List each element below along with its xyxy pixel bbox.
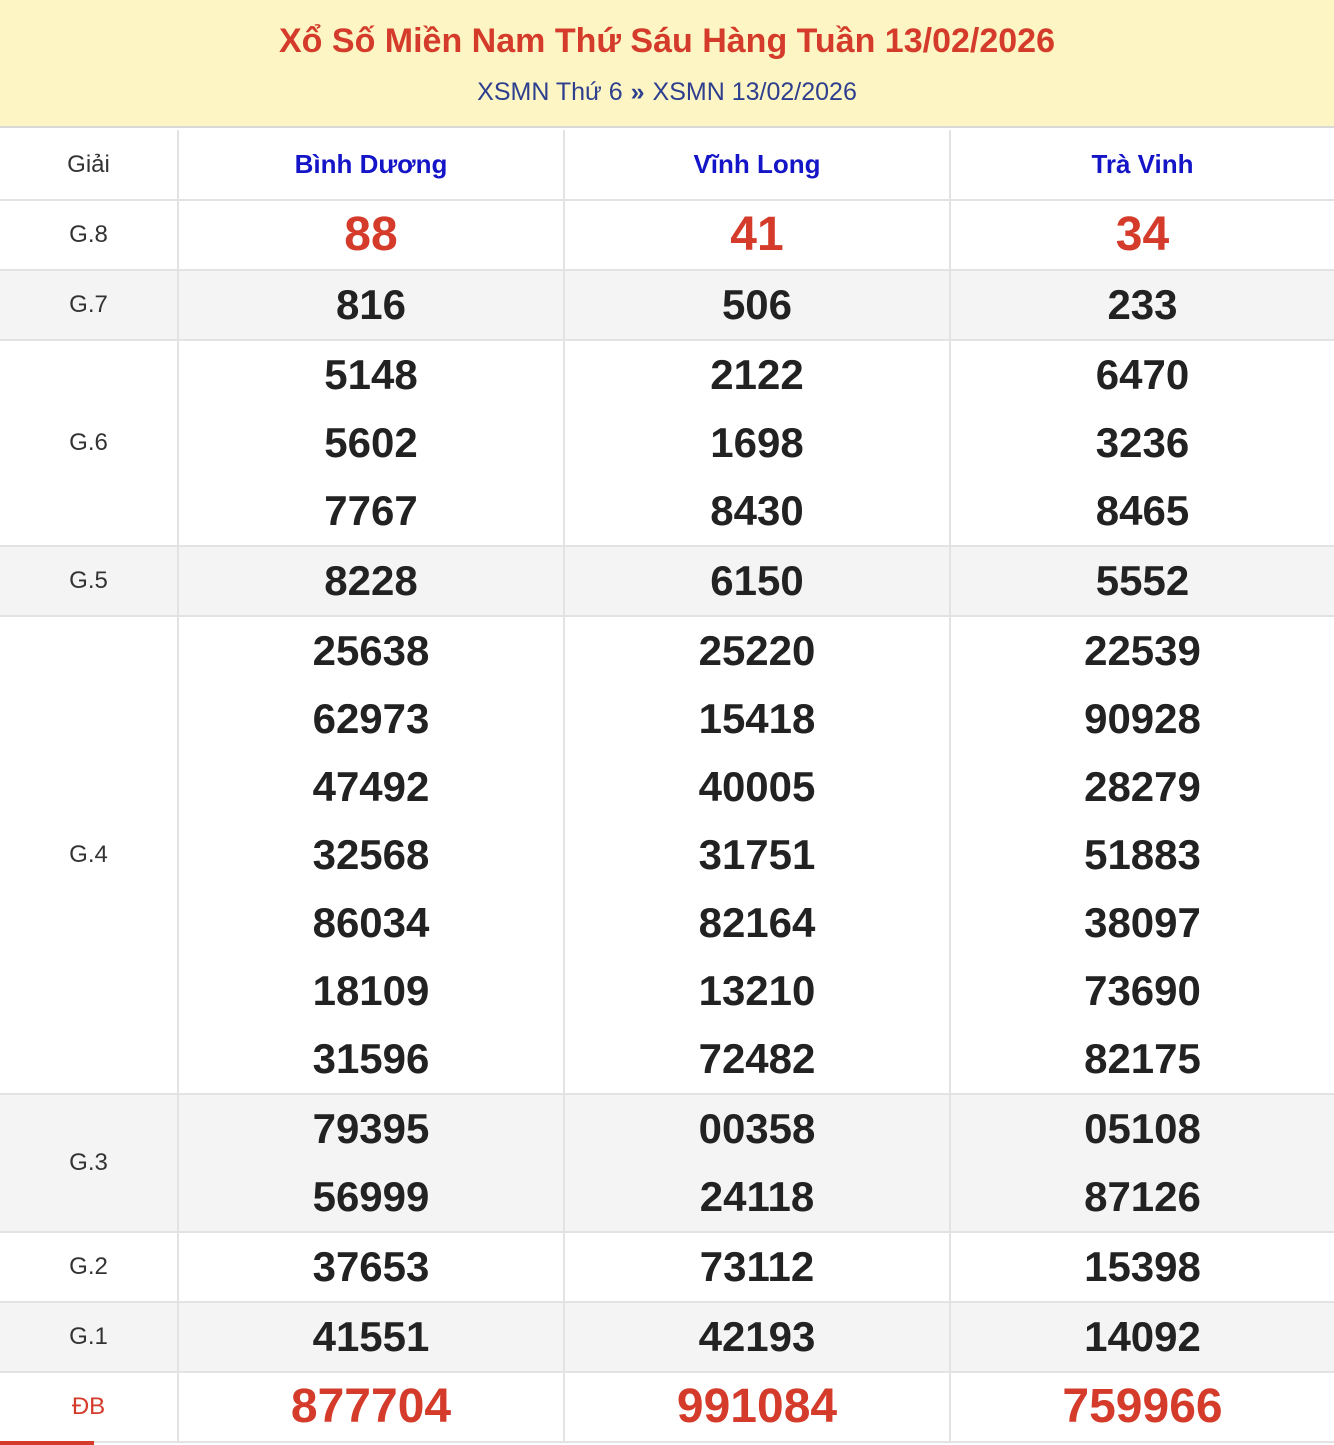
table-row: [0, 1094, 1334, 1232]
result-number: 6150: [710, 557, 804, 604]
result-number: 31751: [698, 831, 816, 878]
prize-label: G.5: [0, 546, 178, 616]
result-number: 73690: [1084, 967, 1201, 1014]
result-number: 37653: [312, 1243, 430, 1290]
result-number: 8465: [1095, 487, 1190, 534]
table-row: [0, 270, 1334, 340]
result-number: 816: [335, 281, 407, 328]
result-number: 00358: [698, 1105, 816, 1152]
result-cell: [950, 340, 1334, 546]
result-number: 88: [344, 208, 398, 261]
result-cell: [564, 1372, 950, 1442]
breadcrumb-link-weekday[interactable]: XSMN Thứ 6: [477, 78, 623, 106]
result-number: 56999: [312, 1173, 430, 1220]
result-number: 24118: [699, 1173, 815, 1220]
result-number: 86034: [312, 899, 430, 946]
result-cell: [178, 1302, 564, 1372]
result-number: 32568: [312, 831, 430, 878]
prize-label: G.6: [0, 340, 178, 546]
result-number: 38097: [1084, 899, 1201, 946]
result-cell: [950, 200, 1334, 270]
results-table: [0, 130, 1334, 1443]
result-cell: [178, 340, 564, 546]
result-cell: [564, 546, 950, 616]
table-row: [0, 1302, 1334, 1372]
result-number: 233: [1107, 281, 1178, 328]
result-number: 7767: [324, 487, 418, 534]
prize-label: G.3: [0, 1094, 178, 1232]
table-row: [0, 340, 1334, 546]
results-header: [0, 0, 1334, 128]
result-cell: [950, 270, 1334, 340]
result-number: 877704: [290, 1380, 452, 1433]
table-row: [0, 616, 1334, 1094]
result-number: 759966: [1062, 1380, 1223, 1433]
result-cell: [178, 1094, 564, 1232]
result-number: 25638: [312, 627, 430, 674]
result-number: 13210: [698, 967, 816, 1014]
page-title: Xổ Số Miền Nam Thứ Sáu Hàng Tuần 13/02/2026: [279, 22, 1055, 60]
prize-label: G.8: [0, 200, 178, 270]
prize-label: G.4: [0, 616, 178, 1094]
prize-label: G.7: [0, 270, 178, 340]
table-row: [0, 1232, 1334, 1302]
result-number: 79395: [312, 1105, 430, 1152]
result-number: 51883: [1084, 831, 1201, 878]
prize-label: G.1: [0, 1302, 178, 1372]
result-number: 82175: [1084, 1035, 1201, 1082]
result-cell: [178, 546, 564, 616]
breadcrumb: [0, 78, 1334, 107]
table-header-row: [0, 130, 1334, 200]
result-cell: [564, 340, 950, 546]
result-number: 31596: [312, 1035, 430, 1082]
result-number: 82164: [698, 899, 816, 946]
result-number: 5552: [1095, 557, 1190, 604]
result-cell: [950, 616, 1334, 1094]
result-number: 506: [721, 281, 793, 328]
result-number: 8228: [324, 557, 418, 604]
prize-column-header: Giải: [0, 130, 178, 200]
accent-underline: [0, 1441, 94, 1445]
result-number: 25220: [698, 627, 816, 674]
prize-label: ĐB: [0, 1372, 178, 1442]
result-cell: [564, 1232, 950, 1302]
result-number: 14092: [1084, 1313, 1201, 1360]
result-number: 62973: [312, 695, 430, 742]
result-number: 73112: [699, 1243, 815, 1290]
results-table-body: [0, 130, 1334, 1442]
result-number: 47492: [312, 763, 430, 810]
result-number: 41551: [312, 1313, 430, 1360]
result-number: 15398: [1084, 1243, 1201, 1290]
result-number: 87126: [1084, 1173, 1201, 1220]
result-number: 15418: [698, 695, 816, 742]
breadcrumb-separator: »: [630, 78, 645, 106]
result-cell: [564, 616, 950, 1094]
result-cell: [178, 616, 564, 1094]
result-cell: [178, 270, 564, 340]
result-cell: [950, 1232, 1334, 1302]
result-number: 1698: [710, 419, 804, 466]
result-number: 5602: [324, 419, 418, 466]
result-number: 5148: [324, 351, 418, 398]
result-number: 40005: [698, 763, 816, 810]
result-cell: [564, 1094, 950, 1232]
table-row: [0, 546, 1334, 616]
result-number: 90928: [1084, 695, 1201, 742]
result-number: 28279: [1084, 763, 1201, 810]
result-cell: [950, 1302, 1334, 1372]
province-header[interactable]: Trà Vinh: [950, 130, 1334, 200]
province-header[interactable]: Vĩnh Long: [564, 130, 950, 200]
result-number: 05108: [1084, 1105, 1201, 1152]
result-number: 18109: [312, 967, 430, 1014]
result-cell: [950, 1372, 1334, 1442]
result-number: 3236: [1095, 419, 1190, 466]
result-number: 6470: [1095, 351, 1190, 398]
result-number: 41: [730, 208, 784, 261]
table-row: [0, 200, 1334, 270]
breadcrumb-link-date[interactable]: XSMN 13/02/2026: [652, 78, 857, 106]
result-cell: [950, 1094, 1334, 1232]
result-cell: [950, 546, 1334, 616]
result-cell: [564, 1302, 950, 1372]
result-number: 72482: [698, 1035, 816, 1082]
result-cell: [178, 200, 564, 270]
result-number: 8430: [710, 487, 804, 534]
prize-label: G.2: [0, 1232, 178, 1302]
result-cell: [564, 270, 950, 340]
result-cell: [178, 1372, 564, 1442]
table-row: [0, 1372, 1334, 1442]
result-number: 34: [1115, 208, 1170, 261]
result-number: 22539: [1084, 627, 1201, 674]
province-header[interactable]: Bình Dương: [178, 130, 564, 200]
result-cell: [178, 1232, 564, 1302]
result-number: 2122: [710, 351, 804, 398]
result-number: 991084: [676, 1380, 838, 1433]
result-number: 42193: [698, 1313, 816, 1360]
result-cell: [564, 200, 950, 270]
